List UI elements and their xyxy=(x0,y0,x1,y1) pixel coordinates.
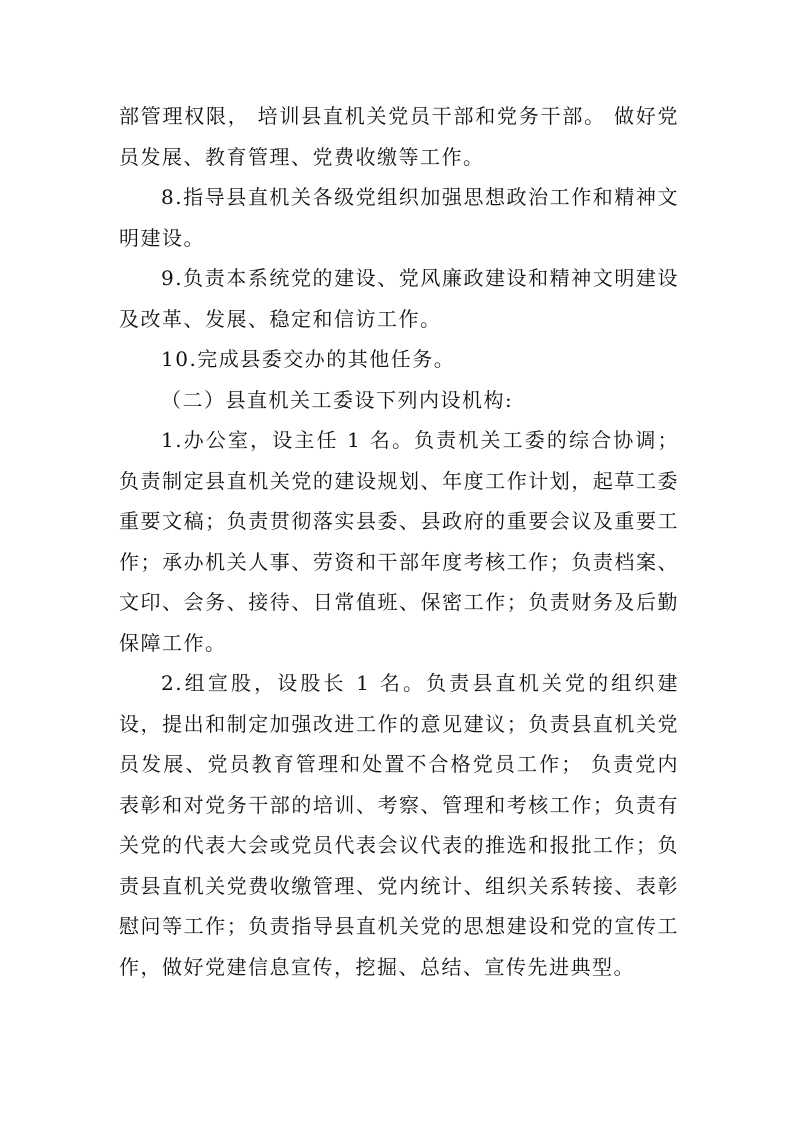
paragraph-organization-publicity: 2.组宣股，设股长 1 名。负责县直机关党的组织建设，提出和制定加强改进工作的意见建议；负责县直机关党员发展、党员教育管理和处置不合格党员工作； 负责党内表彰和对党务干部的培训、考察、管理和考核工作；负责有关党的代表大会或党员代表会议代表的推选和报批工作；负责县直机关党费收缴管理、党内统计、组织关系转接、表彰慰问等工作；负责指导县直机关党的思想建设和党的宣传工作，做好党建信息宣传，挖掘、总结、宣传先进典型。 xyxy=(119,671,679,979)
paragraph-item-9: 9.负责本系统党的建设、党风廉政建设和精神文明建设及改革、发展、稳定和信访工作。 xyxy=(119,266,679,331)
paragraph-continuation: 部管理权限， 培训县直机关党员干部和党务干部。 做好党员发展、教育管理、党费收缴等工作。 xyxy=(119,104,679,169)
paragraph-office: 1.办公室，设主任 1 名。负责机关工委的综合协调；负责制定县直机关党的建设规划、年度工作计划，起草工委重要文稿；负责贯彻落实县委、县政府的重要会议及重要工作；承办机关人事、劳资和干部年度考核工作；负责档案、文印、会务、接待、日常值班、保密工作；负责财务及后勤保障工作。 xyxy=(119,428,679,655)
paragraph-item-10: 10.完成县委交办的其他任务。 xyxy=(161,347,456,371)
paragraph-item-8: 8.指导县直机关各级党组织加强思想政治工作和精神文明建设。 xyxy=(119,185,679,250)
section-heading: （二）县直机关工委设下列内设机构: xyxy=(161,387,514,412)
document-body xyxy=(119,96,679,987)
